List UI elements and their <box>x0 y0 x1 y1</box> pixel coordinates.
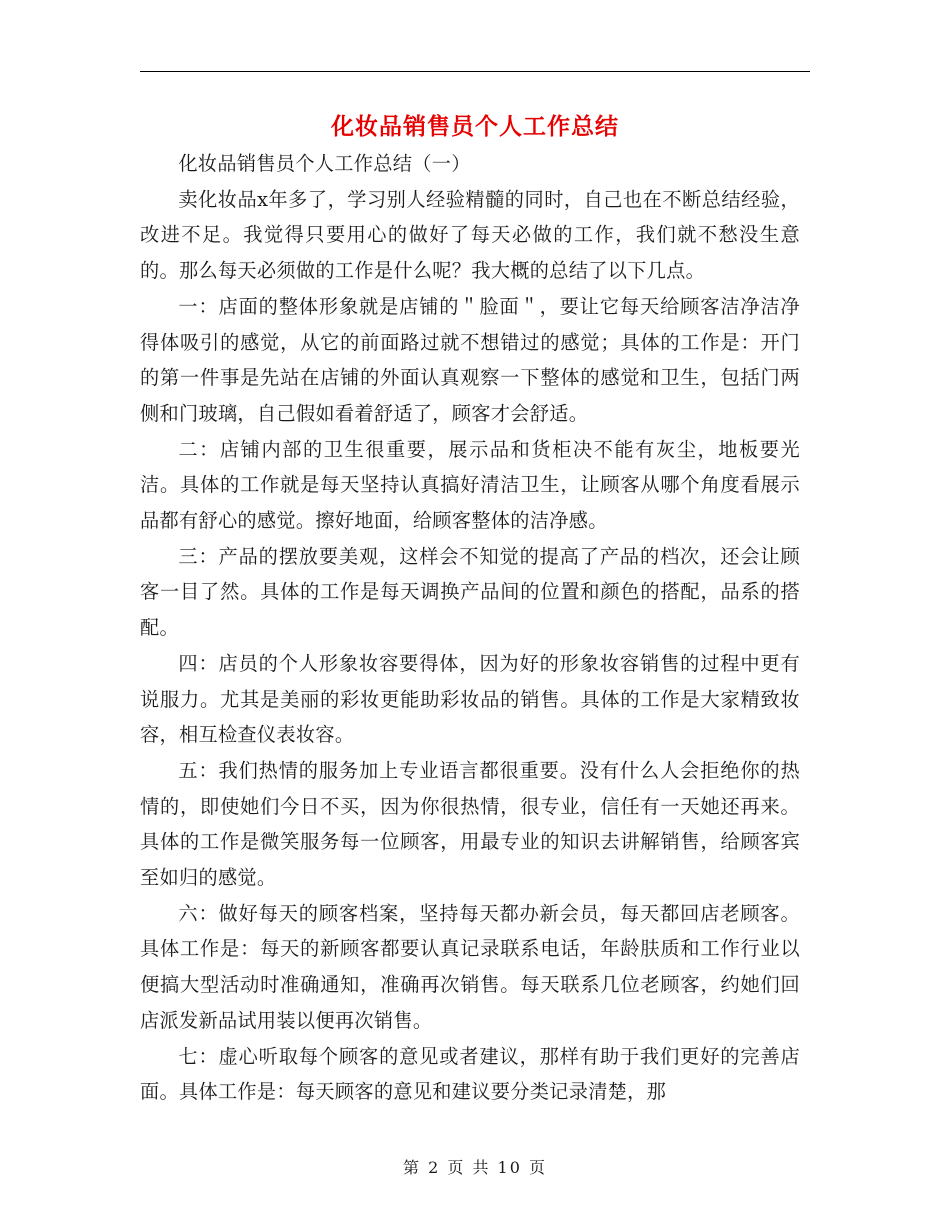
paragraph-point-4: 四：店员的个人形象妆容要得体，因为好的形象妆容销售的过程中更有说服力。尤其是美丽的彩妆更能助彩妆品的销售。具体的工作是大家精致妆容，相互检查仪表妆容。 <box>140 651 800 747</box>
paragraph-point-3: 三：产品的摆放要美观，这样会不知觉的提高了产品的档次，还会让顾客一目了然。具体的工作是每天调换产品间的位置和颜色的搭配，品系的搭配。 <box>140 544 800 640</box>
header-rule <box>140 71 810 72</box>
paragraph-intro: 卖化妆品x年多了，学习别人经验精髓的同时，自己也在不断总结经验，改进不足。我觉得只要用心的做好了每天必做的工作，我们就不愁没生意的。那么每天必须做的工作是什么呢？我大概的总结了以下几点。 <box>140 187 800 283</box>
paragraph-point-5: 五：我们热情的服务加上专业语言都很重要。没有什么人会拒绝你的热情的，即使她们今日不买，因为你很热情，很专业，信任有一天她还再来。具体的工作是微笑服务每一位顾客，用最专业的知识去讲解销售，给顾客宾至如归的感觉。 <box>140 758 800 890</box>
document-body <box>140 146 800 1110</box>
document-title: 化妆品销售员个人工作总结 <box>331 114 619 140</box>
page-number-footer: 第 2 页 共 10 页 <box>403 1158 547 1177</box>
section-heading: 化妆品销售员个人工作总结（一） <box>178 152 471 175</box>
paragraph-point-6: 六：做好每天的顾客档案，坚持每天都办新会员，每天都回店老顾客。具体工作是：每天的新顾客都要认真记录联系电话，年龄肤质和工作行业以便搞大型活动时准确通知，准确再次销售。每天联系几位老顾客，约她们回店派发新品试用装以便再次销售。 <box>140 901 800 1032</box>
paragraph-point-2: 二：店铺内部的卫生很重要，展示品和货柜决不能有灰尘，地板要光洁。具体的工作就是每天坚持认真搞好清洁卫生，让顾客从哪个角度看展示品都有舒心的感觉。擦好地面，给顾客整体的洁净感。 <box>140 437 800 533</box>
paragraph-point-1: 一：店面的整体形象就是店铺的＂脸面＂，要让它每天给顾客洁净洁净得体吸引的感觉，从它的前面路过就不想错过的感觉；具体的工作是：开门的第一件事是先站在店铺的外面认真观察一下整体的感觉和卫生，包括门两侧和门玻璃，自己假如看着舒适了，顾客才会舒适。 <box>140 294 800 425</box>
paragraph-point-7: 七：虚心听取每个顾客的意见或者建议，那样有助于我们更好的完善店面。具体工作是：每天顾客的意见和建议要分类记录清楚，那 <box>140 1044 800 1104</box>
